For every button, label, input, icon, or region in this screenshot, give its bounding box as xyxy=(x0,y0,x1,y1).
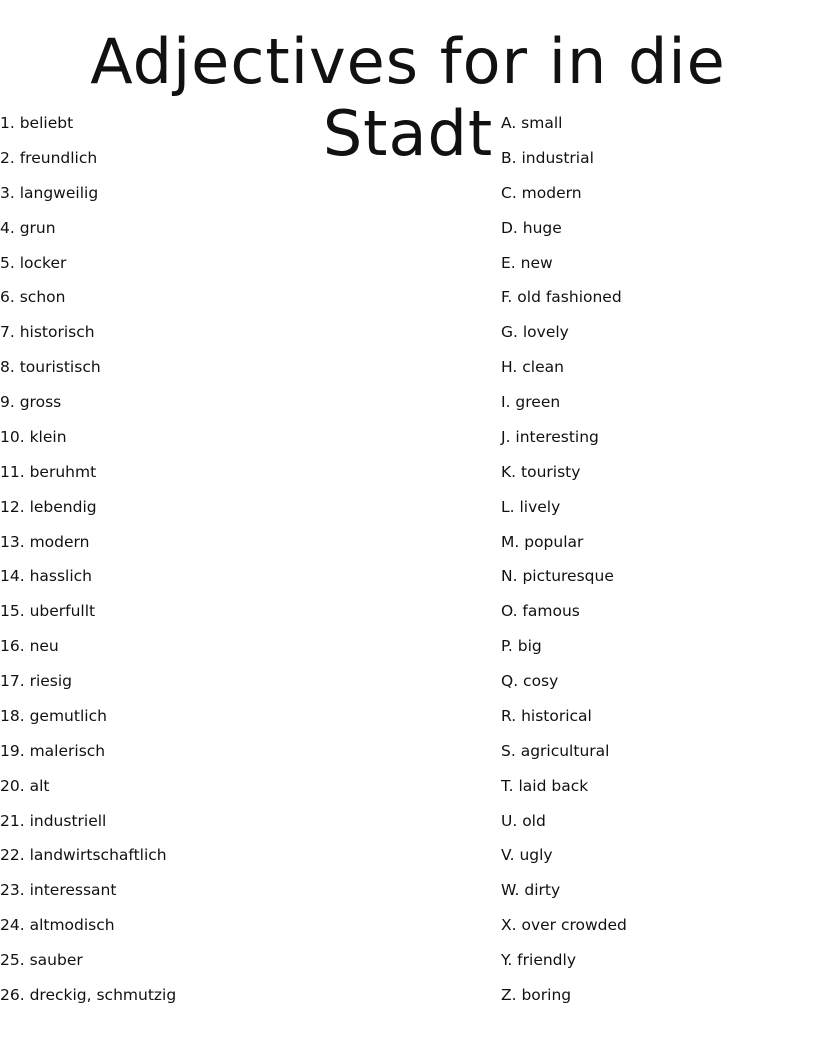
english-term-item: X. over crowded xyxy=(501,916,627,935)
english-term-item: R. historical xyxy=(501,706,592,725)
german-term-item: 13. modern xyxy=(0,532,90,551)
english-term-item: T. laid back xyxy=(501,776,589,795)
german-term-item: 6. schon xyxy=(0,288,66,307)
english-term-item: E. new xyxy=(501,253,553,272)
english-term-item: U. old xyxy=(501,811,546,830)
german-term-item: 23. interessant xyxy=(0,881,117,900)
german-term-item: 22. landwirtschaftlich xyxy=(0,846,167,865)
german-term-item: 4. grun xyxy=(0,218,56,237)
english-term-item: L. lively xyxy=(501,497,561,516)
english-term-item: M. popular xyxy=(501,532,584,551)
english-term-item: W. dirty xyxy=(501,881,561,900)
german-term-item: 2. freundlich xyxy=(0,148,98,167)
german-term-item: 25. sauber xyxy=(0,951,83,969)
english-term-item: J. interesting xyxy=(501,427,599,446)
english-term-item: Q. cosy xyxy=(501,672,559,690)
english-term-item: O. famous xyxy=(501,602,580,621)
english-term-item: H. clean xyxy=(501,358,564,377)
german-term-item: 15. uberfullt xyxy=(0,602,96,621)
german-term-item: 12. lebendig xyxy=(0,497,97,516)
german-term-item: 16. neu xyxy=(0,637,59,656)
english-term-item: D. huge xyxy=(501,218,562,237)
german-term-item: 7. historisch xyxy=(0,323,95,342)
german-term-item: 20. alt xyxy=(0,776,50,795)
english-term-item: K. touristy xyxy=(501,462,581,481)
english-term-item: S. agricultural xyxy=(501,741,610,760)
german-term-item: 17. riesig xyxy=(0,672,73,690)
german-term-list xyxy=(0,111,480,1018)
german-term-item: 26. dreckig, schmutzig xyxy=(0,985,177,1004)
german-term-item: 14. hasslich xyxy=(0,567,93,586)
english-term-item: V. ugly xyxy=(501,846,553,865)
english-term-item: G. lovely xyxy=(501,323,569,342)
english-term-item: C. modern xyxy=(501,183,582,202)
english-term-item: P. big xyxy=(501,637,542,656)
english-term-item: F. old fashioned xyxy=(501,288,622,307)
german-term-item: 11. beruhmt xyxy=(0,462,97,481)
english-term-item: Z. boring xyxy=(501,985,572,1004)
english-term-item: Y. friendly xyxy=(501,951,576,969)
german-term-item: 10. klein xyxy=(0,427,67,446)
german-term-item: 3. langweilig xyxy=(0,183,99,202)
german-term-item: 8. touristisch xyxy=(0,358,101,377)
german-term-item: 5. locker xyxy=(0,253,67,272)
english-term-list xyxy=(501,111,801,1018)
german-term-item: 24. altmodisch xyxy=(0,916,115,935)
german-term-item: 18. gemutlich xyxy=(0,706,107,725)
worksheet-title: Adjectives for in die Stadt xyxy=(90,25,726,170)
german-term-item: 1. beliebt xyxy=(0,114,74,132)
german-term-item: 9. gross xyxy=(0,393,62,411)
english-term-item: B. industrial xyxy=(501,148,594,167)
german-term-item: 19. malerisch xyxy=(0,741,106,760)
german-term-item: 21. industriell xyxy=(0,811,107,830)
english-term-item: A. small xyxy=(501,114,563,132)
english-term-item: N. picturesque xyxy=(501,567,614,586)
english-term-item: I. green xyxy=(501,393,561,411)
